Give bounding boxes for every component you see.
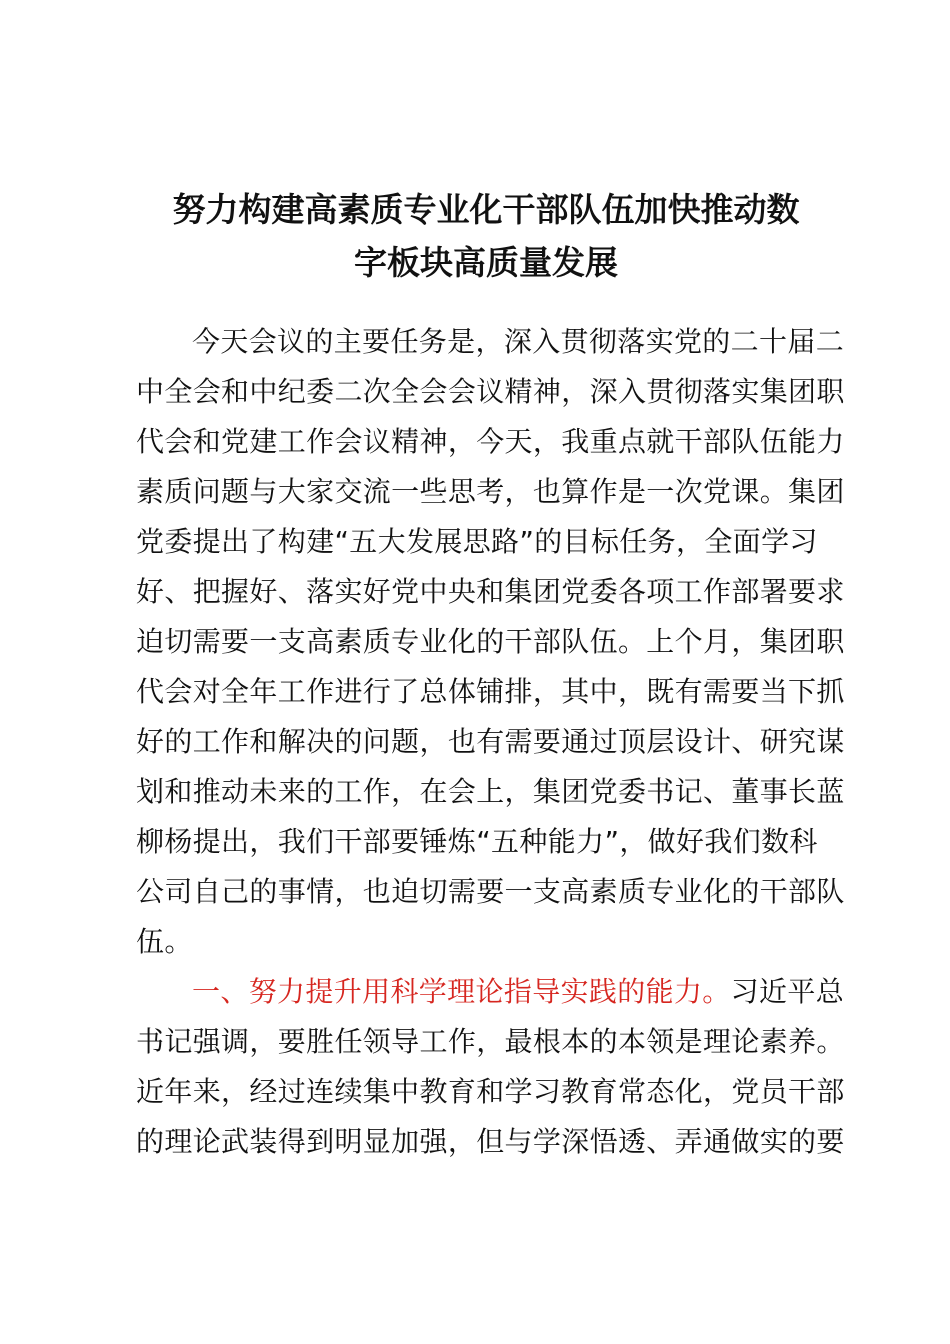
paragraph-intro — [136, 317, 845, 967]
text-line: 近年来，经过连续集中教育和学习教育常态化，党员干部 — [136, 1075, 845, 1108]
section-text: 习近平总 — [730, 975, 845, 1008]
text-line: 今天会议的主要任务是，深入贯彻落实党的二十届二 — [192, 325, 845, 358]
text-line: 的理论武装得到明显加强，但与学深悟透、弄通做实的要 — [136, 1125, 845, 1158]
text-line: 迫切需要一支高素质专业化的干部队伍。上个月，集团职 — [136, 625, 845, 658]
title-line: 努力构建高素质专业化干部队伍加快推动数 — [172, 190, 800, 229]
text-line: 书记强调，要胜任领导工作，最根本的本领是理论素养。 — [136, 1025, 845, 1058]
text-line: 党委提出了构建“五大发展思路”的目标任务，全面学习 — [136, 525, 818, 558]
paragraph-section-1 — [136, 967, 845, 1167]
text-line: 代会和党建工作会议精神，今天，我重点就干部队伍能力 — [136, 425, 845, 458]
title-line: 字板块高质量发展 — [354, 243, 618, 282]
text-line: 代会对全年工作进行了总体铺排，其中，既有需要当下抓 — [136, 675, 845, 708]
document-page — [136, 183, 845, 1167]
text-line: 好、把握好、落实好党中央和集团党委各项工作部署要求 — [136, 575, 845, 608]
document-title — [136, 183, 836, 289]
document-body — [136, 317, 845, 1167]
text-line — [136, 967, 845, 1017]
text-line: 划和推动未来的工作，在会上，集团党委书记、董事长蓝 — [136, 775, 845, 808]
text-line: 中全会和中纪委二次全会会议精神，深入贯彻落实集团职 — [136, 375, 845, 408]
text-line: 柳杨提出，我们干部要锤炼“五种能力”，做好我们数科 — [136, 825, 818, 858]
text-line: 好的工作和解决的问题，也有需要通过顶层设计、研究谋 — [136, 725, 845, 758]
section-heading: 一、努力提升用科学理论指导实践的能力。 — [192, 975, 731, 1008]
text-line: 素质问题与大家交流一些思考，也算作是一次党课。集团 — [136, 475, 845, 508]
text-line: 公司自己的事情，也迫切需要一支高素质专业化的干部队 — [136, 875, 845, 908]
text-line: 伍。 — [136, 925, 193, 958]
